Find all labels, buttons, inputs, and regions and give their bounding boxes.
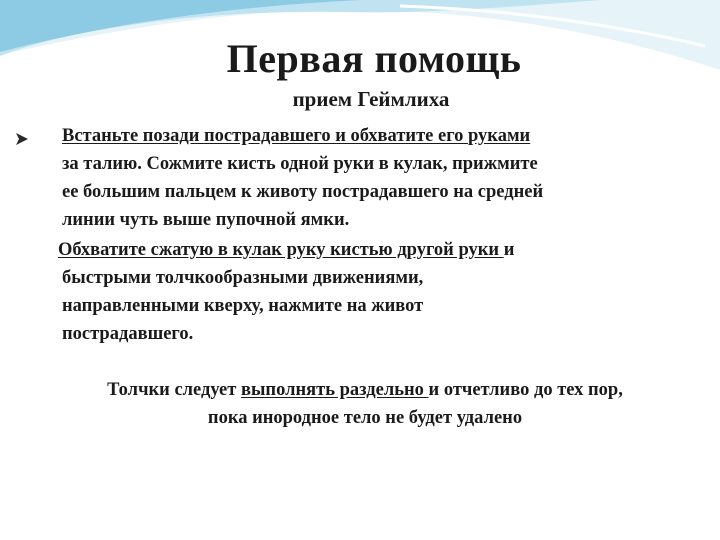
- p1-underlined-text: Встаньте позади пострадавшего и обхватите его: [62, 126, 469, 146]
- p3-line-1-a: Толчки следует: [107, 380, 241, 400]
- p1-line-2: за талию. Сожмите кисть одной руки в кулак, прижмите: [62, 154, 538, 174]
- p3-line-1-b: и отчетливо до тех пор,: [428, 380, 623, 400]
- instruction-paragraph-3: [20, 376, 710, 432]
- page-subtitle: прием Геймлиха: [292, 87, 450, 111]
- p3-line-2: пока инородное тело не будет удалено: [207, 408, 523, 428]
- p2-line-1: [58, 236, 708, 264]
- p2-line-2: быстрыми толчкообразными движениями,: [62, 268, 424, 288]
- instruction-paragraph-2: [58, 236, 708, 348]
- p1-underlined-hands: руками: [468, 126, 531, 146]
- p1-line-4: линии чуть выше пупочной ямки.: [62, 210, 350, 230]
- page-title: Первая помощь: [226, 36, 522, 81]
- p1-line-3: ее большим пальцем к животу пострадавшего на средней: [62, 182, 544, 202]
- p3-underlined-text: выполнять раздельно: [240, 380, 429, 400]
- p2-line-4: пострадавшего.: [62, 324, 194, 344]
- arrow-bullet-icon: [14, 131, 30, 147]
- p2-underlined-text: Обхватите сжатую в кулак руку кистью другой руки: [58, 240, 504, 260]
- p3-line-1: [20, 376, 710, 404]
- p2-line-3: направленными кверху, нажмите на живот: [62, 296, 424, 316]
- p2-line-1-rest: и: [503, 240, 515, 260]
- p1-line-1: [62, 122, 702, 150]
- instruction-paragraph-1: [62, 122, 702, 234]
